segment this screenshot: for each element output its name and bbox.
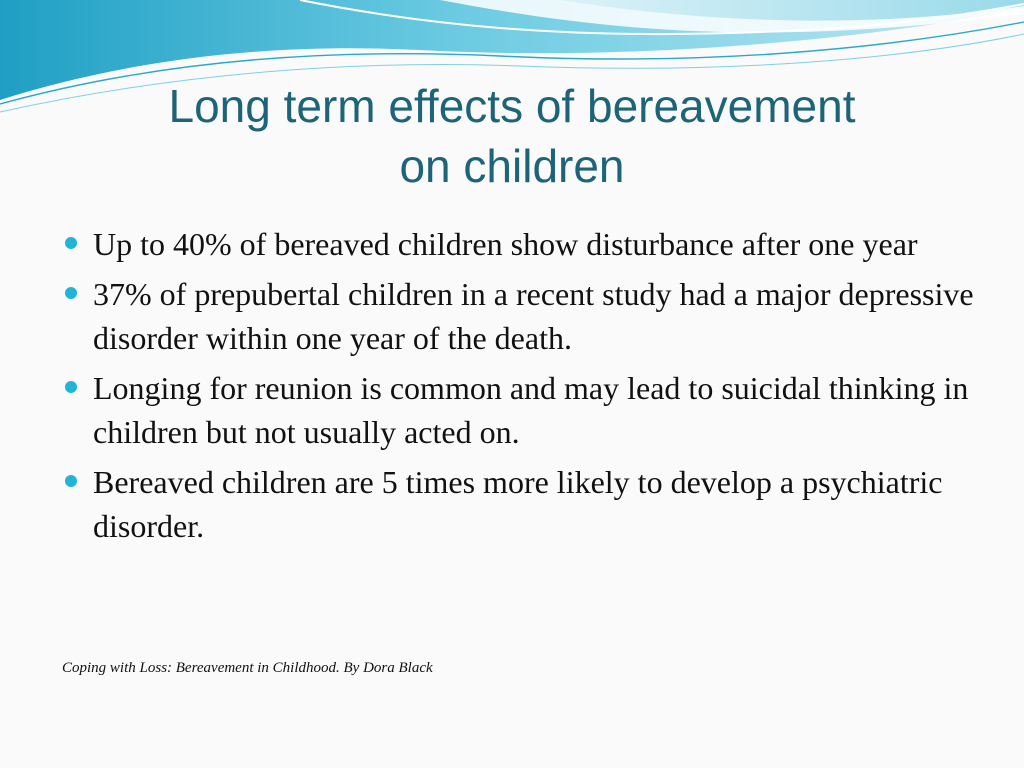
bullet-item <box>62 222 982 266</box>
bullet-item <box>62 366 982 454</box>
bullet-item <box>62 460 982 548</box>
bullet-item <box>62 272 982 360</box>
bullet-list <box>62 222 982 554</box>
slide-title <box>0 76 1024 196</box>
bullet-dot-icon <box>65 475 77 487</box>
bullet-dot-icon <box>65 237 77 249</box>
bullet-dot-icon <box>65 287 77 299</box>
citation: Coping with Loss: Bereavement in Childhood. By Dora Black <box>62 660 433 676</box>
slide-title-line-2: on children <box>399 140 625 192</box>
bullet-text: Up to 40% of bereaved children show disturbance after one year <box>93 226 918 262</box>
slide-title-line-1: Long term effects of bereavement <box>168 80 856 132</box>
bullet-dot-icon <box>65 381 77 393</box>
bullet-text: Bereaved children are 5 times more likely to develop a psychiatric disorder. <box>93 464 943 544</box>
bullet-text: Longing for reunion is common and may lead to suicidal thinking in children but not usually acted on. <box>93 370 969 450</box>
bullet-text: 37% of prepubertal children in a recent study had a major depressive disorder within one year of the death. <box>93 276 974 356</box>
